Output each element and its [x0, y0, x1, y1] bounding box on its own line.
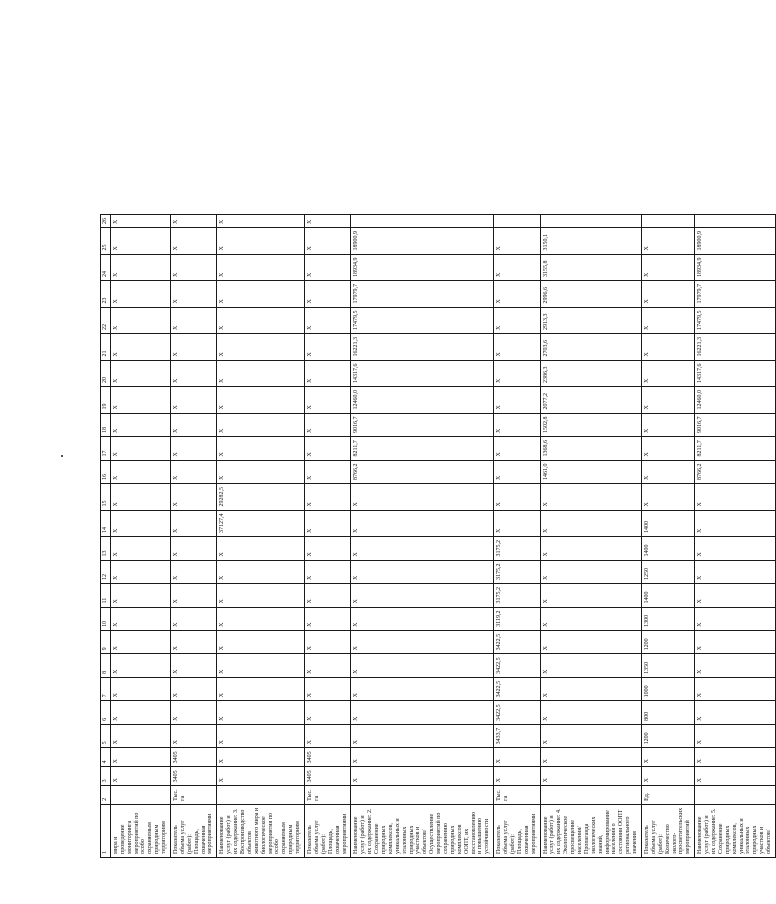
value-cell: 1200 — [642, 724, 695, 748]
value-cell: 1400 — [642, 510, 695, 537]
value-cell: Х — [217, 748, 305, 767]
value-cell: Х — [494, 360, 540, 387]
value-cell: Х — [305, 437, 351, 461]
value-cell: 17479,5 — [695, 307, 776, 334]
value-cell: Х — [171, 334, 217, 361]
value-cell: Х — [171, 510, 217, 537]
value-cell: Х — [351, 630, 494, 654]
value-cell: Х — [110, 281, 170, 308]
value-cell: Х — [110, 334, 170, 361]
value-cell: Х — [305, 215, 351, 228]
value-cell: Х — [305, 413, 351, 437]
value-cell: 3405 — [171, 767, 217, 786]
value-cell: Х — [540, 537, 641, 561]
row-name-cell: Наименование услуг (работ) и их содержание: 2. Сохранение природных комплексов, уникальных и эталонных природных участков и объектов/ Осуществление мероприятий по сохранению природных комплексов ООПТ, их восстановлению и повышению устойчивости — [351, 804, 494, 857]
value-cell: Х — [351, 767, 494, 786]
row-name-cell: мира и проведение мониторинга мероприятий по особо охраняемым природным территориям — [110, 804, 170, 857]
column-number: 8 — [101, 654, 111, 678]
value-cell: 8211,7 — [351, 437, 494, 461]
value-cell — [642, 215, 695, 228]
value-cell: 3433,7 — [494, 724, 540, 748]
value-cell: Х — [540, 484, 641, 511]
value-cell: Х — [494, 387, 540, 414]
value-cell: Х — [305, 360, 351, 387]
column-number: 13 — [101, 537, 111, 561]
value-cell — [351, 215, 494, 228]
value-cell: 14317,6 — [351, 360, 494, 387]
value-cell: 3175,2 — [494, 537, 540, 561]
value-cell: Х — [305, 537, 351, 561]
value-cell: Х — [695, 677, 776, 701]
value-cell: 2996,6 — [540, 281, 641, 308]
value-cell: 1461,0 — [540, 460, 641, 484]
value-cell: Х — [305, 281, 351, 308]
value-cell: Х — [642, 254, 695, 281]
column-number: 3 — [101, 767, 111, 786]
rotated-table-page — [100, 214, 776, 858]
value-cell: 1350 — [642, 654, 695, 678]
value-cell: 8766,2 — [695, 460, 776, 484]
column-number: 2 — [101, 786, 111, 805]
value-cell: Х — [494, 334, 540, 361]
table-row — [540, 215, 641, 858]
page-mark — [61, 455, 63, 457]
value-cell: Х — [695, 724, 776, 748]
value-cell: 16221,3 — [695, 334, 776, 361]
value-cell — [494, 215, 540, 228]
value-cell: Х — [171, 228, 217, 255]
value-cell: Х — [540, 701, 641, 725]
table-row — [695, 215, 776, 858]
column-number: 4 — [101, 748, 111, 767]
value-cell: Х — [351, 584, 494, 608]
unit-cell: Ед. — [642, 786, 695, 805]
value-cell: Х — [171, 254, 217, 281]
value-cell: 3175,2 — [494, 560, 540, 584]
value-cell: Х — [171, 360, 217, 387]
value-cell: Х — [305, 630, 351, 654]
column-number: 24 — [101, 254, 111, 281]
value-cell: Х — [305, 228, 351, 255]
value-cell: Х — [217, 677, 305, 701]
value-cell: 3422,5 — [494, 630, 540, 654]
value-cell: Х — [351, 560, 494, 584]
value-cell: Х — [642, 748, 695, 767]
value-cell: Х — [171, 724, 217, 748]
column-number: 25 — [101, 228, 111, 255]
column-number-row — [101, 215, 111, 858]
value-cell: Х — [695, 537, 776, 561]
value-cell: Х — [217, 537, 305, 561]
value-cell: Х — [171, 413, 217, 437]
value-cell: Х — [217, 387, 305, 414]
value-cell: Х — [217, 767, 305, 786]
value-cell: Х — [494, 228, 540, 255]
value-cell: Х — [110, 560, 170, 584]
value-cell: 3155,8 — [540, 254, 641, 281]
value-cell: 2913,3 — [540, 307, 641, 334]
value-cell: Х — [217, 413, 305, 437]
value-cell: Х — [110, 767, 170, 786]
value-cell: Х — [110, 254, 170, 281]
value-cell: Х — [305, 334, 351, 361]
value-cell: 3422,5 — [494, 654, 540, 678]
value-cell: Х — [217, 724, 305, 748]
value-cell: Х — [494, 281, 540, 308]
value-cell: 3150,1 — [540, 228, 641, 255]
column-number: 16 — [101, 460, 111, 484]
row-name-cell: Наименование услуг (работ) и их содержание: 5. Сохранение природных комплексов, уникальных и эталонных природных участков и объектов/ — [695, 804, 776, 857]
column-number: 6 — [101, 701, 111, 725]
value-cell: Х — [642, 307, 695, 334]
value-cell: Х — [171, 460, 217, 484]
value-cell: 2077,2 — [540, 387, 641, 414]
value-cell: Х — [695, 767, 776, 786]
value-cell: Х — [171, 281, 217, 308]
value-cell: Х — [217, 584, 305, 608]
value-cell: Х — [110, 701, 170, 725]
column-number: 11 — [101, 584, 111, 608]
value-cell: Х — [540, 654, 641, 678]
column-number: 19 — [101, 387, 111, 414]
value-cell: Х — [217, 560, 305, 584]
value-cell: 16221,3 — [351, 334, 494, 361]
value-cell: 3422,5 — [494, 701, 540, 725]
value-cell: Х — [540, 607, 641, 630]
value-cell: Х — [494, 460, 540, 484]
value-cell: 18934,9 — [351, 254, 494, 281]
value-cell: 12460,0 — [695, 387, 776, 414]
value-cell: Х — [305, 510, 351, 537]
value-cell: Х — [217, 630, 305, 654]
value-cell: Х — [171, 537, 217, 561]
value-cell: 8766,2 — [351, 460, 494, 484]
data-table — [100, 214, 776, 858]
value-cell: 3175,2 — [494, 584, 540, 608]
value-cell: Х — [171, 654, 217, 678]
value-cell: Х — [305, 387, 351, 414]
value-cell: 3405 — [171, 748, 217, 767]
value-cell: Х — [171, 307, 217, 334]
value-cell: 18900,9 — [695, 228, 776, 255]
value-cell: 3405 — [305, 748, 351, 767]
value-cell: 29282,5 — [217, 484, 305, 511]
value-cell: Х — [494, 254, 540, 281]
value-cell: 3119,2 — [494, 607, 540, 630]
value-cell: Х — [540, 510, 641, 537]
value-cell: Х — [351, 484, 494, 511]
value-cell: Х — [217, 307, 305, 334]
value-cell: Х — [351, 654, 494, 678]
value-cell: 3422,5 — [494, 677, 540, 701]
value-cell: Х — [305, 484, 351, 511]
value-cell: Х — [540, 767, 641, 786]
value-cell: Х — [110, 387, 170, 414]
table-row — [110, 215, 170, 858]
column-number: 26 — [101, 215, 111, 228]
unit-cell — [695, 786, 776, 805]
column-number: 10 — [101, 607, 111, 630]
column-number: 12 — [101, 560, 111, 584]
value-cell: Х — [695, 584, 776, 608]
value-cell: Х — [110, 307, 170, 334]
table-row — [217, 215, 305, 858]
value-cell: Х — [494, 484, 540, 511]
value-cell: Х — [110, 460, 170, 484]
value-cell — [695, 215, 776, 228]
value-cell: 1200 — [642, 630, 695, 654]
value-cell: 2703,6 — [540, 334, 641, 361]
column-number: 17 — [101, 437, 111, 461]
value-cell: Х — [217, 254, 305, 281]
value-cell: Х — [351, 607, 494, 630]
value-cell: Х — [695, 510, 776, 537]
value-cell: 1368,6 — [540, 437, 641, 461]
unit-cell: Тыс. га — [171, 786, 217, 805]
column-number: 7 — [101, 677, 111, 701]
unit-cell — [351, 786, 494, 805]
value-cell: Х — [110, 484, 170, 511]
value-cell: Х — [110, 677, 170, 701]
value-cell: 17979,7 — [351, 281, 494, 308]
value-cell: Х — [171, 701, 217, 725]
value-cell: Х — [351, 724, 494, 748]
value-cell: Х — [642, 413, 695, 437]
value-cell: 9016,7 — [695, 413, 776, 437]
value-cell: Х — [305, 724, 351, 748]
unit-cell — [110, 786, 170, 805]
value-cell: 2386,3 — [540, 360, 641, 387]
value-cell: Х — [351, 537, 494, 561]
value-cell: Х — [540, 584, 641, 608]
row-name-cell: Показатель объема услуг (работ): Площадь, охваченная мероприятиями — [305, 804, 351, 857]
table-row — [351, 215, 494, 858]
value-cell: Х — [494, 748, 540, 767]
value-cell: Х — [695, 484, 776, 511]
table-row — [494, 215, 540, 858]
value-cell: Х — [110, 607, 170, 630]
value-cell: Х — [540, 748, 641, 767]
table-row — [171, 215, 217, 858]
value-cell: 800 — [642, 701, 695, 725]
column-number: 5 — [101, 724, 111, 748]
value-cell: Х — [217, 281, 305, 308]
value-cell: Х — [217, 607, 305, 630]
row-name-cell: Наименование услуг (работ) и их содержание: 4. Экологическое просвещение населения/ Пропаганда экологических знаний, информирование населения о состоянии ООПТ регионального значения — [540, 804, 641, 857]
column-number: 9 — [101, 630, 111, 654]
value-cell: Х — [695, 630, 776, 654]
value-cell: Х — [110, 654, 170, 678]
column-number: 23 — [101, 281, 111, 308]
unit-cell — [217, 786, 305, 805]
value-cell: 18934,9 — [695, 254, 776, 281]
value-cell: 1000 — [642, 677, 695, 701]
table-row — [642, 215, 695, 858]
value-cell: Х — [351, 677, 494, 701]
value-cell: 12460,0 — [351, 387, 494, 414]
value-cell: Х — [642, 484, 695, 511]
value-cell: Х — [695, 701, 776, 725]
value-cell: Х — [305, 254, 351, 281]
value-cell: 1502,8 — [540, 413, 641, 437]
value-cell: Х — [217, 437, 305, 461]
value-cell: Х — [494, 767, 540, 786]
value-cell: 17479,5 — [351, 307, 494, 334]
value-cell: Х — [217, 228, 305, 255]
value-cell: Х — [351, 510, 494, 537]
value-cell: Х — [171, 584, 217, 608]
column-number: 20 — [101, 360, 111, 387]
value-cell: Х — [171, 437, 217, 461]
value-cell: 1300 — [642, 607, 695, 630]
value-cell: Х — [110, 537, 170, 561]
value-cell: Х — [305, 607, 351, 630]
value-cell: Х — [305, 701, 351, 725]
value-cell: Х — [540, 630, 641, 654]
value-cell: Х — [642, 437, 695, 461]
value-cell: Х — [305, 307, 351, 334]
value-cell: 9016,7 — [351, 413, 494, 437]
value-cell: Х — [110, 413, 170, 437]
value-cell: Х — [642, 460, 695, 484]
unit-cell: Тыс. га — [305, 786, 351, 805]
column-number: 22 — [101, 307, 111, 334]
value-cell: 18900,9 — [351, 228, 494, 255]
value-cell: 17979,7 — [695, 281, 776, 308]
unit-cell: Тыс. га — [494, 786, 540, 805]
value-cell: Х — [110, 228, 170, 255]
value-cell: Х — [217, 460, 305, 484]
value-cell: Х — [217, 334, 305, 361]
value-cell: Х — [110, 584, 170, 608]
row-name-cell: Показатель объема услуг (работ): Площадь, охваченная мероприятиями — [171, 804, 217, 857]
value-cell: Х — [217, 360, 305, 387]
value-cell: Х — [642, 767, 695, 786]
value-cell: Х — [217, 654, 305, 678]
row-name-cell: Наименование услуг (работ) и их содержание: 3. Воспроизводство объектов животного мира и биологическое мероприятия по особо охраняемым природным территориям — [217, 804, 305, 857]
value-cell: Х — [171, 215, 217, 228]
value-cell: Х — [171, 484, 217, 511]
value-cell: Х — [351, 748, 494, 767]
value-cell: Х — [540, 724, 641, 748]
table-body — [101, 215, 776, 858]
value-cell: Х — [110, 360, 170, 387]
column-number: 15 — [101, 484, 111, 511]
value-cell: Х — [110, 510, 170, 537]
value-cell: Х — [642, 387, 695, 414]
value-cell: Х — [217, 215, 305, 228]
value-cell: Х — [494, 307, 540, 334]
column-number: 14 — [101, 510, 111, 537]
value-cell: Х — [695, 607, 776, 630]
value-cell: 1250 — [642, 560, 695, 584]
value-cell: Х — [171, 560, 217, 584]
value-cell: Х — [540, 560, 641, 584]
value-cell: Х — [494, 437, 540, 461]
value-cell: Х — [217, 701, 305, 725]
value-cell: Х — [695, 560, 776, 584]
value-cell: Х — [305, 584, 351, 608]
value-cell: Х — [351, 701, 494, 725]
column-number: 18 — [101, 413, 111, 437]
value-cell: Х — [171, 607, 217, 630]
column-number: 1 — [101, 804, 111, 857]
value-cell: Х — [171, 630, 217, 654]
value-cell: Х — [171, 677, 217, 701]
value-cell: Х — [110, 437, 170, 461]
value-cell: 1400 — [642, 537, 695, 561]
column-number: 21 — [101, 334, 111, 361]
value-cell: Х — [494, 510, 540, 537]
value-cell: Х — [695, 748, 776, 767]
value-cell: Х — [695, 654, 776, 678]
value-cell: Х — [110, 630, 170, 654]
value-cell: 14317,6 — [695, 360, 776, 387]
row-name-cell: Показатель объема услуг (работ): Площадь, охваченная мероприятиями — [494, 804, 540, 857]
value-cell: 8211,7 — [695, 437, 776, 461]
table-row — [305, 215, 351, 858]
value-cell: Х — [110, 724, 170, 748]
row-name-cell: Показатель объема услуг (работ): Количество эколого-просветительских мероприятий — [642, 804, 695, 857]
value-cell: 37127,4 — [217, 510, 305, 537]
value-cell: Х — [305, 677, 351, 701]
value-cell: Х — [110, 215, 170, 228]
value-cell: Х — [305, 560, 351, 584]
value-cell: Х — [642, 334, 695, 361]
value-cell: Х — [494, 413, 540, 437]
value-cell: Х — [171, 387, 217, 414]
value-cell: 1400 — [642, 584, 695, 608]
value-cell: Х — [642, 360, 695, 387]
unit-cell — [540, 786, 641, 805]
value-cell: Х — [305, 654, 351, 678]
value-cell — [540, 215, 641, 228]
value-cell: Х — [642, 281, 695, 308]
value-cell: Х — [642, 228, 695, 255]
value-cell: Х — [110, 748, 170, 767]
value-cell: Х — [305, 460, 351, 484]
value-cell: Х — [540, 677, 641, 701]
value-cell: 3405 — [305, 767, 351, 786]
